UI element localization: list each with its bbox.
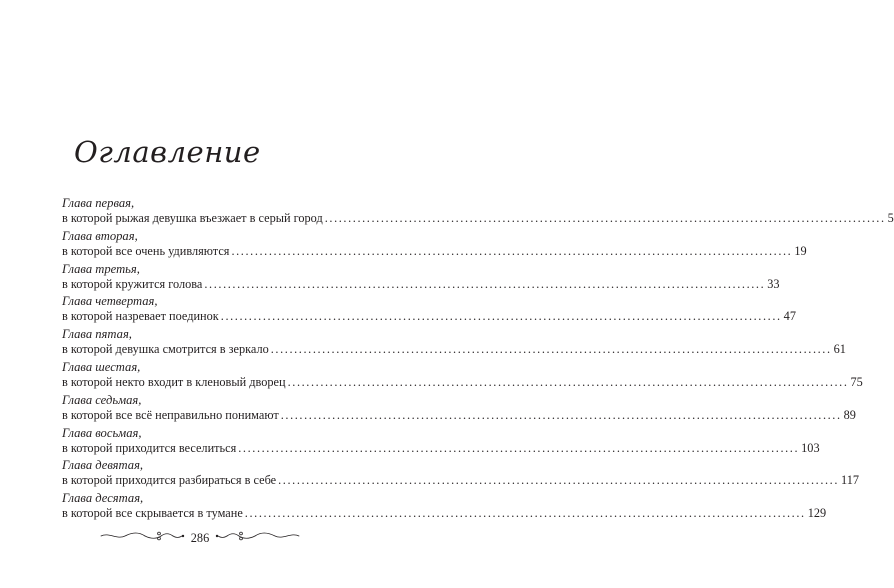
dot-leader: ........................................................................................................................ [278,473,840,488]
entry-line [62,407,856,423]
entry-page-number: 33 [767,276,780,291]
chapter-label: Глава седьмая, [62,392,142,407]
chapter-label: Глава шестая, [62,359,141,374]
entry-description: в которой девушка смотрится в зеркало [62,342,269,357]
entry-page-number: 47 [783,309,796,324]
entry-description: в которой все скрывается в тумане [62,506,243,521]
dot-leader: ........................................................................................................................ [204,276,766,291]
toc-entry [62,425,820,459]
toc-list [62,196,894,524]
toc-entry [62,196,894,229]
entry-line [62,276,780,292]
entry-page-number: 89 [843,407,856,422]
toc-entry [62,392,856,426]
entry-line [62,243,807,259]
chapter-label: Глава девятая, [62,458,144,473]
entry-line [62,210,894,226]
page-folio [0,529,400,547]
toc-heading: Оглавление [74,135,261,169]
entry-description: в которой назревает поединок [62,309,219,324]
chapter-label: Глава восьмая, [62,425,142,440]
flourish-ornament-icon [99,529,185,547]
entry-description: в которой кружится голова [62,276,203,291]
entry-line [62,341,846,357]
entry-line [62,308,796,324]
toc-entry [62,491,827,524]
toc-entry [62,228,807,262]
chapter-label: Глава третья, [62,261,140,276]
chapter-label: Глава десятая, [62,491,144,506]
entry-page-number: 103 [801,440,820,455]
chapter-label: Глава пятая, [62,327,132,342]
flourish-ornament-icon [215,529,301,547]
chapter-label: Глава четвертая, [62,294,158,309]
entry-line [62,374,863,390]
entry-page-number: 61 [833,342,846,357]
toc-entry [62,327,846,360]
entry-page-number: 5 [887,211,894,225]
page-number: 286 [190,530,210,545]
entry-line [62,472,860,488]
entry-line [62,440,820,456]
entry-description: в которой рыжая девушка въезжает в серый город [62,211,323,225]
entry-page-number: 75 [850,374,863,389]
dot-leader: ........................................................................................................................ [231,243,793,258]
dot-leader: ........................................................................................................................ [238,440,800,455]
entry-line [62,505,827,521]
dot-leader: ........................................................................................................................ [287,374,849,389]
toc-entry [62,294,796,327]
entry-description: в которой все всё неправильно понимают [62,407,279,422]
entry-description: в которой приходится разбираться в себе [62,473,277,488]
dot-leader: ........................................................................................................................ [220,309,782,324]
entry-page-number: 129 [807,506,827,521]
entry-page-number: 117 [841,473,860,488]
toc-entry [62,458,860,491]
toc-entry [62,261,780,295]
dot-leader: ........................................................................................................................ [280,407,842,422]
dot-leader: ........................................................................................................................ [324,211,886,225]
chapter-label: Глава первая, [62,196,135,210]
entry-description: в которой некто входит в кленовый дворец [62,374,286,389]
entry-description: в которой все очень удивляются [62,243,230,258]
dot-leader: ........................................................................................................................ [270,342,832,357]
toc-entry [62,359,863,393]
entry-page-number: 19 [794,243,807,258]
dot-leader: ........................................................................................................................ [244,506,806,521]
entry-description: в которой приходится веселиться [62,440,237,455]
chapter-label: Глава вторая, [62,228,138,243]
